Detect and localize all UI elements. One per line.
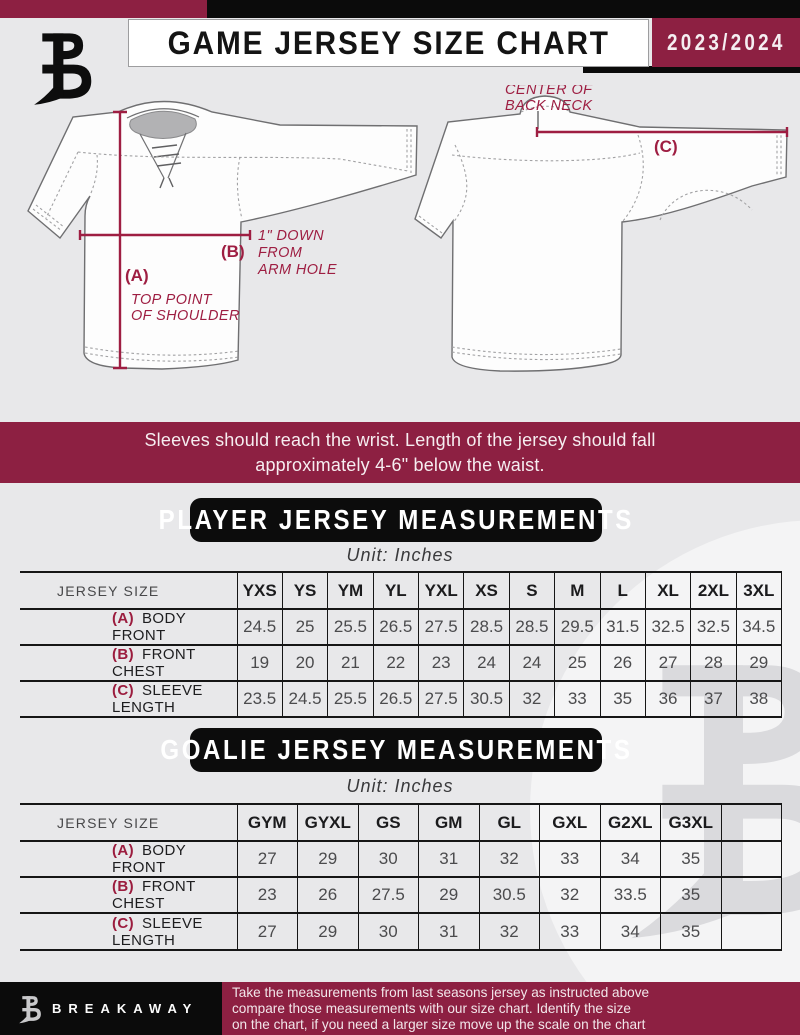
goalie-row-body-front <box>20 841 782 877</box>
footer-breakaway-logo <box>16 993 42 1024</box>
cell: 25 <box>282 609 327 645</box>
cell: 29 <box>298 913 359 950</box>
cell: 26 <box>600 645 645 681</box>
top-bar-maroon <box>0 0 207 18</box>
front-jersey-drawing <box>28 102 417 370</box>
cell: 30.5 <box>479 877 540 913</box>
cell: 29 <box>298 841 359 877</box>
cell: 32 <box>479 913 540 950</box>
cell: 25 <box>555 645 600 681</box>
page-title-box <box>128 19 649 67</box>
size-header: YXS <box>237 572 282 609</box>
player-corner-header: JERSEY SIZE <box>20 572 237 609</box>
back-jersey-drawing <box>415 85 787 371</box>
cell: 31 <box>419 841 480 877</box>
fit-notice-line2: approximately 4-6" below the waist. <box>255 454 545 475</box>
front-label-a: (A) <box>125 266 149 285</box>
cell: 34 <box>600 841 661 877</box>
size-header: G3XL <box>661 804 722 841</box>
player-row-body-front <box>20 609 782 645</box>
page-title: GAME JERSEY SIZE CHART <box>167 24 610 61</box>
cell: 25.5 <box>328 681 373 717</box>
goalie-row-sleeve-length <box>20 913 782 950</box>
cell <box>721 913 782 950</box>
cell: 27.5 <box>419 609 464 645</box>
cell: 35 <box>600 681 645 717</box>
cell: 19 <box>237 645 282 681</box>
size-header: GYXL <box>298 804 359 841</box>
player-section-banner <box>158 498 634 542</box>
cell: 35 <box>661 841 722 877</box>
cell: 32 <box>540 877 601 913</box>
back-note-1: CENTER OF <box>505 85 593 98</box>
jersey-diagrams <box>0 85 800 420</box>
front-label-b: (B) <box>221 242 245 261</box>
cell: 24.5 <box>282 681 327 717</box>
player-row-front-chest <box>20 645 782 681</box>
cell: 21 <box>328 645 373 681</box>
footer-line1: Take the measurements from last seasons jersey as instructed above <box>232 985 650 1000</box>
cell: 25.5 <box>328 609 373 645</box>
cell: 29 <box>419 877 480 913</box>
cell: 35 <box>661 913 722 950</box>
size-header: GYM <box>237 804 298 841</box>
cell: 22 <box>373 645 418 681</box>
size-header: YL <box>373 572 418 609</box>
player-unit-label: Unit: Inches <box>346 545 454 565</box>
goalie-section-banner <box>159 728 633 772</box>
fit-notice-line1: Sleeves should reach the wrist. Length of the jersey should fall <box>144 429 656 450</box>
cell: 27 <box>645 645 690 681</box>
cell: 24.5 <box>237 609 282 645</box>
cell: 26 <box>298 877 359 913</box>
size-header: S <box>509 572 554 609</box>
cell: 29.5 <box>555 609 600 645</box>
cell: 32.5 <box>691 609 736 645</box>
size-header: L <box>600 572 645 609</box>
footer-line2: compare those measurements with our size chart. Identify the size <box>232 1001 631 1016</box>
goalie-unit-label: Unit: Inches <box>346 776 454 796</box>
front-note-b-2: FROM <box>258 245 303 261</box>
footer-instructions-panel <box>222 982 800 1035</box>
cell: 38 <box>736 681 781 717</box>
cell: 28 <box>691 645 736 681</box>
goalie-corner-header: JERSEY SIZE <box>20 804 237 841</box>
player-row-sleeve-length <box>20 681 782 717</box>
cell: 27.5 <box>358 877 419 913</box>
player-size-table <box>20 571 782 718</box>
front-note-a-1: TOP POINT <box>131 292 212 308</box>
size-header: XS <box>464 572 509 609</box>
cell: 32.5 <box>645 609 690 645</box>
cell: 28.5 <box>464 609 509 645</box>
footer-line3: on the chart, if you need a larger size move up the scale on the chart <box>232 1017 646 1032</box>
size-header: 3XL <box>736 572 781 609</box>
size-header: GL <box>479 804 540 841</box>
top-bar-black <box>207 0 800 18</box>
back-jersey-body <box>415 96 787 371</box>
player-section-title: PLAYER JERSEY MEASUREMENTS <box>158 504 634 535</box>
row-label: (B) FRONT CHEST <box>20 877 237 913</box>
cell: 33.5 <box>600 877 661 913</box>
cell: 26.5 <box>373 609 418 645</box>
goalie-row-front-chest <box>20 877 782 913</box>
size-header: YS <box>282 572 327 609</box>
row-label: (C) SLEEVE LENGTH <box>20 681 237 717</box>
row-label: (C) SLEEVE LENGTH <box>20 913 237 950</box>
cell: 32 <box>509 681 554 717</box>
cell: 30 <box>358 841 419 877</box>
row-label: (A) BODY FRONT <box>20 841 237 877</box>
row-label: (A) BODY FRONT <box>20 609 237 645</box>
size-header: XL <box>645 572 690 609</box>
cell: 34.5 <box>736 609 781 645</box>
cell: 27 <box>237 841 298 877</box>
cell: 28.5 <box>509 609 554 645</box>
cell: 30.5 <box>464 681 509 717</box>
cell: 36 <box>645 681 690 717</box>
front-note-a-2: OF SHOULDER <box>131 308 240 324</box>
cell: 32 <box>479 841 540 877</box>
goalie-section-title: GOALIE JERSEY MEASUREMENTS <box>159 734 633 765</box>
player-header-row <box>20 572 782 609</box>
size-header: 2XL <box>691 572 736 609</box>
cell: 34 <box>600 913 661 950</box>
back-note-2: BACK NECK <box>505 98 593 114</box>
cell: 30 <box>358 913 419 950</box>
cell: 27 <box>237 913 298 950</box>
cell: 33 <box>540 841 601 877</box>
front-note-b-1: 1" DOWN <box>258 228 324 244</box>
cell: 31 <box>419 913 480 950</box>
cell: 29 <box>736 645 781 681</box>
row-label: (B) FRONT CHEST <box>20 645 237 681</box>
size-header: GS <box>358 804 419 841</box>
front-note-b-3: ARM HOLE <box>258 262 337 278</box>
cell: 35 <box>661 877 722 913</box>
cell: 23 <box>237 877 298 913</box>
cell: 24 <box>464 645 509 681</box>
goalie-header-row <box>20 804 782 841</box>
cell: 33 <box>540 913 601 950</box>
cell <box>721 877 782 913</box>
size-header <box>721 804 782 841</box>
footer-brand-panel <box>0 982 222 1035</box>
size-header: GXL <box>540 804 601 841</box>
cell: 27.5 <box>419 681 464 717</box>
cell: 20 <box>282 645 327 681</box>
cell: 23 <box>419 645 464 681</box>
footer-brand-name: BREAKAWAY <box>52 1001 199 1016</box>
season-box <box>652 18 800 67</box>
cell: 26.5 <box>373 681 418 717</box>
size-header: YXL <box>419 572 464 609</box>
season-label: 2023/2024 <box>666 29 786 55</box>
fit-notice-banner <box>0 422 800 483</box>
cell: 37 <box>691 681 736 717</box>
cell <box>721 841 782 877</box>
size-header: GM <box>419 804 480 841</box>
size-header: YM <box>328 572 373 609</box>
size-header: M <box>555 572 600 609</box>
cell: 31.5 <box>600 609 645 645</box>
cell: 23.5 <box>237 681 282 717</box>
cell: 33 <box>555 681 600 717</box>
size-header: G2XL <box>600 804 661 841</box>
goalie-size-table <box>20 803 782 951</box>
top-bar-black-sliver <box>583 66 800 73</box>
back-label-c: (C) <box>654 137 678 156</box>
cell: 24 <box>509 645 554 681</box>
